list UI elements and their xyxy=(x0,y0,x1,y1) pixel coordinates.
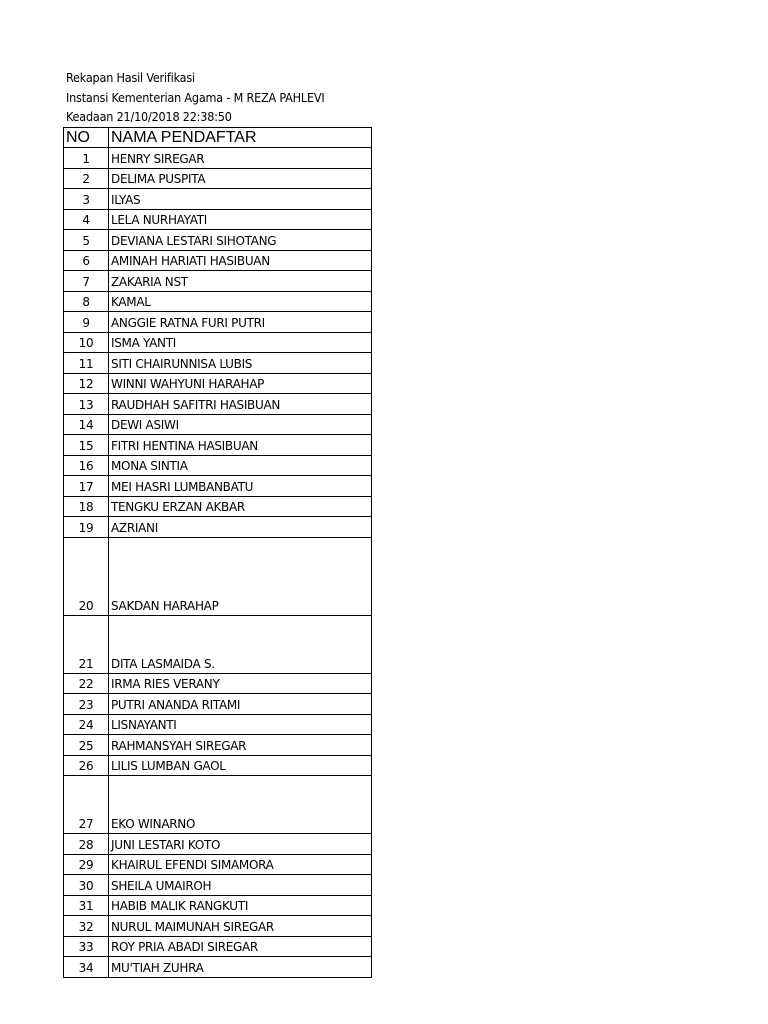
row-number: 16 xyxy=(64,455,109,476)
header-title: Rekapan Hasil Verifikasi xyxy=(66,70,195,85)
registrant-name: DELIMA PUSPITA xyxy=(109,168,372,189)
registrant-name: FITRI HENTINA HASIBUAN xyxy=(109,435,372,456)
registrant-name: WINNI WAHYUNI HARAHAP xyxy=(109,373,372,394)
row-number: 21 xyxy=(64,615,109,673)
registrant-name: NURUL MAIMUNAH SIREGAR xyxy=(109,916,372,937)
row-number: 14 xyxy=(64,414,109,435)
row-number: 23 xyxy=(64,694,109,715)
table-row xyxy=(64,373,372,394)
row-number: 1 xyxy=(64,148,109,169)
registrant-name: MEI HASRI LUMBANBATU xyxy=(109,476,372,497)
table-row xyxy=(64,250,372,271)
table-row xyxy=(64,455,372,476)
column-header-no: NO xyxy=(64,128,109,148)
registrant-name: ZAKARIA NST xyxy=(109,271,372,292)
table-row xyxy=(64,476,372,497)
header-timestamp: Keadaan 21/10/2018 22:38:50 xyxy=(66,109,232,124)
table-body xyxy=(64,148,372,978)
table-row xyxy=(64,394,372,415)
row-number: 5 xyxy=(64,230,109,251)
registrant-name: KHAIRUL EFENDI SIMAMORA xyxy=(109,854,372,875)
table-row xyxy=(64,496,372,517)
registrant-name: LILIS LUMBAN GAOL xyxy=(109,755,372,776)
registrant-name: DEWI ASIWI xyxy=(109,414,372,435)
table-row xyxy=(64,230,372,251)
header-institution: Instansi Kementerian Agama - M REZA PAHLEVI xyxy=(66,89,325,105)
table-row xyxy=(64,673,372,694)
row-number: 18 xyxy=(64,496,109,517)
registrant-name: IRMA RIES VERANY xyxy=(109,673,372,694)
row-number: 19 xyxy=(64,517,109,538)
table-row xyxy=(64,957,372,978)
registrant-name: ISMA YANTI xyxy=(109,332,372,353)
row-number: 25 xyxy=(64,735,109,756)
row-number: 13 xyxy=(64,394,109,415)
table-row xyxy=(64,414,372,435)
row-number: 11 xyxy=(64,353,109,374)
table-row xyxy=(64,916,372,937)
row-number: 20 xyxy=(64,537,109,615)
table-row xyxy=(64,271,372,292)
row-number: 6 xyxy=(64,250,109,271)
row-number: 34 xyxy=(64,957,109,978)
registrant-name: MU'TIAH ZUHRA xyxy=(109,957,372,978)
table-row xyxy=(64,895,372,916)
registrant-name: EKO WINARNO xyxy=(109,776,372,834)
table-row xyxy=(64,537,372,615)
row-number: 27 xyxy=(64,776,109,834)
row-number: 31 xyxy=(64,895,109,916)
row-number: 26 xyxy=(64,755,109,776)
table-row xyxy=(64,148,372,169)
row-number: 4 xyxy=(64,209,109,230)
column-header-name: NAMA PENDAFTAR xyxy=(109,128,372,148)
row-number: 9 xyxy=(64,312,109,333)
table-row xyxy=(64,694,372,715)
registrant-name: KAMAL xyxy=(109,291,372,312)
registrant-name: RAHMANSYAH SIREGAR xyxy=(109,735,372,756)
registrant-name: HABIB MALIK RANGKUTI xyxy=(109,895,372,916)
row-number: 3 xyxy=(64,189,109,210)
registrant-name: TENGKU ERZAN AKBAR xyxy=(109,496,372,517)
row-number: 33 xyxy=(64,936,109,957)
registrant-name: MONA SINTIA xyxy=(109,455,372,476)
registrant-name: ILYAS xyxy=(109,189,372,210)
table-row xyxy=(64,735,372,756)
table-row xyxy=(64,209,372,230)
row-number: 7 xyxy=(64,271,109,292)
table-header-row xyxy=(64,128,372,148)
table-row xyxy=(64,936,372,957)
table-row xyxy=(64,517,372,538)
registrant-name: DITA LASMAIDA S. xyxy=(109,615,372,673)
row-number: 24 xyxy=(64,714,109,735)
table-row xyxy=(64,714,372,735)
table-row xyxy=(64,189,372,210)
table-row xyxy=(64,168,372,189)
registrant-name: SHEILA UMAIROH xyxy=(109,875,372,896)
row-number: 17 xyxy=(64,476,109,497)
table-row xyxy=(64,435,372,456)
registrant-name: RAUDHAH SAFITRI HASIBUAN xyxy=(109,394,372,415)
row-number: 22 xyxy=(64,673,109,694)
table-row xyxy=(64,291,372,312)
row-number: 15 xyxy=(64,435,109,456)
row-number: 12 xyxy=(64,373,109,394)
row-number: 30 xyxy=(64,875,109,896)
table-row xyxy=(64,854,372,875)
registrant-table xyxy=(63,127,372,978)
table-row xyxy=(64,332,372,353)
registrant-name: SAKDAN HARAHAP xyxy=(109,537,372,615)
row-number: 29 xyxy=(64,854,109,875)
table-row xyxy=(64,312,372,333)
row-number: 8 xyxy=(64,291,109,312)
row-number: 10 xyxy=(64,332,109,353)
table-row xyxy=(64,875,372,896)
table-row xyxy=(64,834,372,855)
registrant-name: JUNI LESTARI KOTO xyxy=(109,834,372,855)
registrant-name: ANGGIE RATNA FURI PUTRI xyxy=(109,312,372,333)
registrant-name: AZRIANI xyxy=(109,517,372,538)
registrant-name: DEVIANA LESTARI SIHOTANG xyxy=(109,230,372,251)
registrant-name: ROY PRIA ABADI SIREGAR xyxy=(109,936,372,957)
row-number: 2 xyxy=(64,168,109,189)
registrant-name: LISNAYANTI xyxy=(109,714,372,735)
table-row xyxy=(64,755,372,776)
row-number: 28 xyxy=(64,834,109,855)
table-row xyxy=(64,776,372,834)
table-row xyxy=(64,615,372,673)
registrant-name: LELA NURHAYATI xyxy=(109,209,372,230)
registrant-name: AMINAH HARIATI HASIBUAN xyxy=(109,250,372,271)
registrant-name: HENRY SIREGAR xyxy=(109,148,372,169)
registrant-name: PUTRI ANANDA RITAMI xyxy=(109,694,372,715)
row-number: 32 xyxy=(64,916,109,937)
table-row xyxy=(64,353,372,374)
registrant-name: SITI CHAIRUNNISA LUBIS xyxy=(109,353,372,374)
document-header xyxy=(66,68,324,127)
